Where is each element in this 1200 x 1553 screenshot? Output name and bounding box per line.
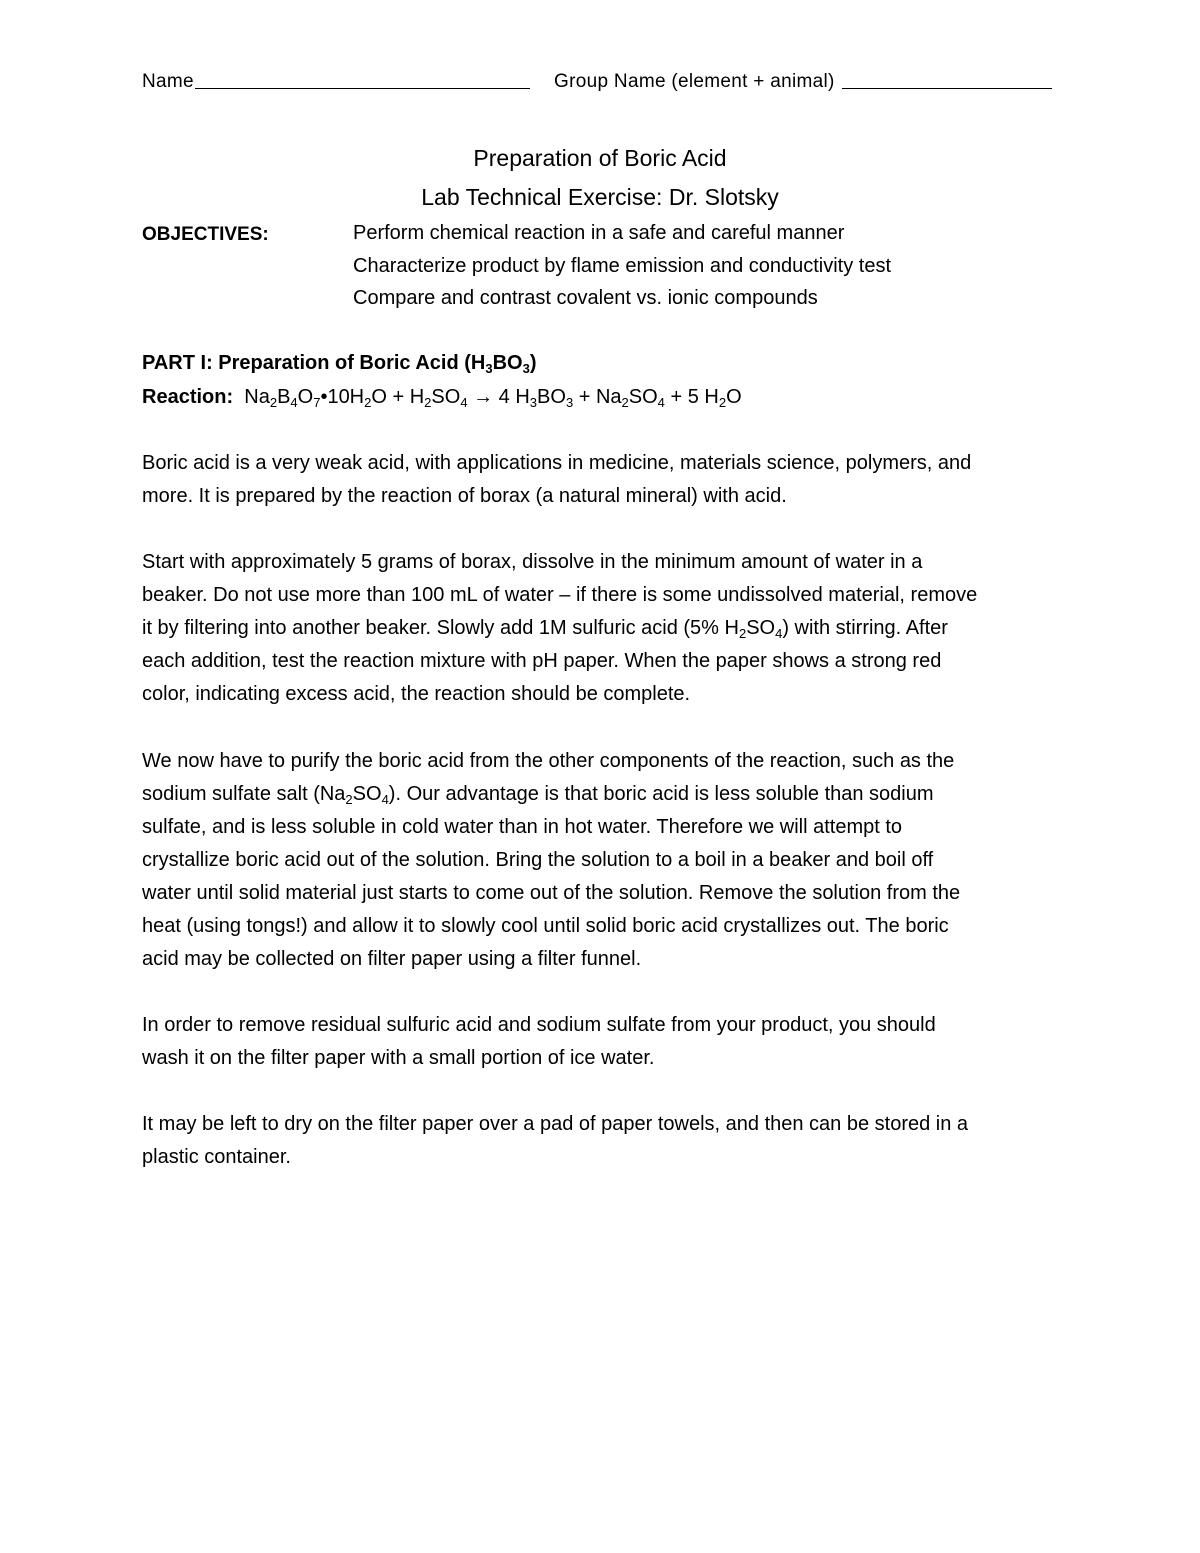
paragraph-line: crystallize boric acid out of the solution. Bring the solution to a boil in a beaker and boil off [142,849,934,871]
reaction-equation: Reaction: $Na_2B_4O_7•10H_2O + H_2SO_4 \to 4$ $H_3BO_3 + Na_2SO_4 + 5$ $H_2O$ [142,386,742,410]
paragraph-line: water until solid material just starts to come out of the solution. Remove the solution from the [142,882,961,904]
paragraph-line: In order to remove residual sulfuric acid and sodium sulfate from your product, you should [142,1014,936,1036]
page-title: Preparation of Boric Acid [473,145,727,171]
paragraph-line: beaker. Do not use more than 100 mL of water – if there is some undissolved material, remove [142,584,978,606]
name-label: Name [142,71,194,92]
paragraph-drying [142,1108,1077,1174]
group-name-blank [842,88,1052,89]
paragraph-line: wash it on the filter paper with a small portion of ice water. [142,1047,655,1069]
paragraph-line: Start with approximately 5 grams of borax, dissolve in the minimum amount of water in a [142,551,923,573]
page-subtitle: Lab Technical Exercise: Dr. Slotsky [421,184,779,210]
paragraph-intro [142,447,1077,513]
name-blank [195,88,530,89]
paragraph-line: We now have to purify the boric acid from the other components of the reaction, such as the [142,750,955,772]
paragraph-line: sodium sulfate salt $(Na_2SO_4)$. Our advantage is that boric acid is less soluble than sodium [142,783,934,807]
paragraph-line: plastic container. [142,1146,291,1168]
paragraph-line: heat (using tongs!) and allow it to slowly cool until solid boric acid crystallizes out. The boric [142,915,949,937]
objective-item: Characterize product by flame emission and conductivity test [353,255,892,277]
header-line [142,71,1052,93]
paragraph-procedure [142,546,1077,711]
objectives-label: OBJECTIVES: [142,224,269,245]
paragraph-line: Boric acid is a very weak acid, with applications in medicine, materials science, polymers, and [142,452,972,474]
paragraph-line: more. It is prepared by the reaction of borax (a natural mineral) with acid. [142,485,787,507]
objective-item: Perform chemical reaction in a safe and careful manner [353,222,845,244]
paragraph-washing [142,1009,1077,1075]
part1-heading: PART I: Preparation of Boric Acid $(H_3BO_3)$ [142,352,537,376]
paragraph-line: sulfate, and is less soluble in cold water than in hot water. Therefore we will attempt to [142,816,903,838]
reaction-label: Reaction: [142,386,234,408]
paragraph-line: It may be left to dry on the filter paper over a pad of paper towels, and then can be stored in a [142,1113,969,1135]
objective-item: Compare and contrast covalent vs. ionic compounds [353,287,818,309]
group-name-label: Group Name (element + animal) [554,71,835,92]
paragraph-line: acid may be collected on filter paper using a filter funnel. [142,948,642,970]
paragraph-line: color, indicating excess acid, the reaction should be complete. [142,683,691,705]
paragraph-line: each addition, test the reaction mixture with pH paper. When the paper shows a strong red [142,650,942,672]
paragraph-line: it by filtering into another beaker. Slowly add 1M sulfuric acid (5% $H_2SO_4$) with stirring. After [142,617,948,641]
paragraph-purification [142,745,1077,976]
